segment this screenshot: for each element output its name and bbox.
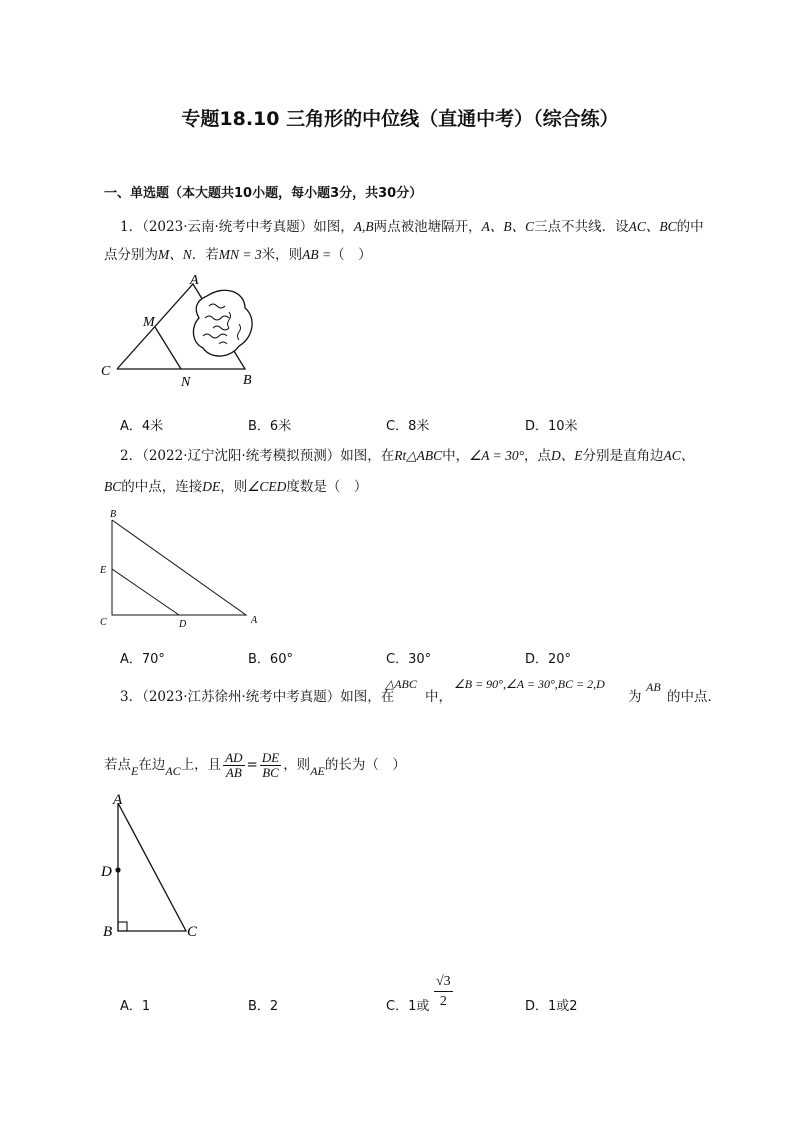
q1-math-abeq: AB = — [302, 247, 332, 262]
q2-text: 中， — [442, 448, 470, 464]
q3-text: 上，且 — [180, 757, 222, 773]
q3-frac1-den: AB — [225, 765, 242, 780]
q3-label-c: C — [187, 924, 198, 940]
q2-text: 2．（2022·辽宁沈阳·统考模拟预测）如图，在 — [120, 448, 395, 464]
q1-text: 米，则 — [261, 247, 303, 263]
q1-math-abc: A、B、C — [481, 219, 535, 234]
q3-sqrt-den: 2 — [439, 994, 447, 1009]
q1-math-mn: M、N — [158, 247, 192, 262]
right-angle-icon — [118, 922, 127, 931]
q3-math-e: E — [131, 764, 139, 778]
q2-math-de: D、E — [551, 448, 583, 463]
q1-option-c[interactable]: C．8米 — [386, 419, 430, 434]
q2-label-d: D — [179, 619, 187, 630]
q2-option-b[interactable]: B．60° — [248, 652, 293, 667]
q2-text: 的中点，连接 — [121, 479, 203, 495]
q3-option-d[interactable]: D．1或2 — [525, 999, 578, 1014]
q2-math-de2: DE — [202, 479, 221, 494]
q2-label-c: C — [100, 617, 107, 628]
q1-math-acbc: AC、BC — [628, 219, 677, 234]
q2-option-a[interactable]: A．70° — [120, 652, 165, 667]
q2-math-ced: ∠CED — [247, 479, 287, 494]
q2-math-ac: AC、 — [663, 448, 695, 463]
q3-math-triangle: △ABC — [385, 677, 417, 691]
q1-option-b[interactable]: B．6米 — [248, 419, 292, 434]
q3-text-midpoint: 的中点． — [667, 689, 721, 705]
q3-label-a: A — [113, 792, 123, 808]
q3-math-conditions: ∠B = 90°,∠A = 30°,BC = 2,D — [454, 677, 605, 691]
q3-label-b: B — [103, 924, 113, 940]
q3-point-d — [115, 867, 120, 872]
q1-label-m: M — [143, 315, 155, 330]
q3-math-ab: AB — [646, 680, 661, 694]
q3-text: 的长为（ ） — [324, 757, 406, 773]
q1-label-n: N — [181, 375, 191, 390]
q3-text-wei: 为 — [628, 689, 642, 705]
q1-label-c: C — [101, 364, 111, 379]
q3-option-b[interactable]: B．2 — [248, 999, 279, 1014]
q3-text: 在边 — [138, 757, 166, 773]
q3-frac2-num: DE — [261, 750, 280, 765]
q1-math-mn3: MN = 3 — [218, 247, 262, 262]
question-3-line-2 — [104, 748, 406, 782]
q1-option-d[interactable]: D．10米 — [525, 419, 578, 434]
q2-math-angle: ∠A = 30° — [469, 448, 525, 463]
question-2-line-2 — [104, 478, 367, 496]
q3-figure-right-triangle — [95, 788, 220, 948]
q2-text: ，点 — [524, 448, 552, 464]
q3-fraction-ad-ab — [223, 751, 244, 780]
q3-option-c[interactable]: C．1或 — [386, 999, 430, 1014]
q2-text: 分别是直角边 — [582, 448, 664, 464]
q3-text: 3．（2023·江苏徐州·统考中考真题）如图，在 — [120, 689, 395, 705]
q2-option-d[interactable]: D．20° — [525, 652, 572, 667]
page-title: 专题18.10 三角形的中位线（直通中考）（综合练） — [181, 108, 619, 130]
q2-figure-right-triangle — [95, 505, 270, 630]
pond-icon — [193, 290, 252, 356]
question-2-line-1 — [120, 447, 694, 465]
q3-eq: = — [246, 757, 258, 773]
section-heading: 一、单选题（本大题共10小题，每小题3分，共30分） — [104, 186, 423, 201]
q3-math-ac: AC — [165, 764, 181, 778]
q1-text: 的中 — [676, 219, 704, 235]
q2-triangle — [112, 520, 246, 615]
question-1-line-1 — [120, 218, 704, 236]
q1-text: 三点不共线．设 — [534, 219, 629, 235]
question-3-line-1-text — [120, 688, 394, 706]
q2-math-rt: Rt△ABC — [394, 448, 443, 463]
q3-text: ，则 — [283, 757, 311, 773]
q3-fraction-de-bc — [260, 751, 281, 780]
q3-text: 若点 — [104, 757, 131, 773]
q2-midline-de — [112, 569, 179, 615]
q3-text-zhong: 中， — [425, 689, 452, 705]
q3-frac2-den: BC — [262, 765, 279, 780]
q1-text: 两点被池塘隔开， — [373, 219, 482, 235]
q1-math-ab: A,B — [353, 219, 374, 234]
q1-label-b: B — [243, 373, 252, 388]
q2-text: 度数是（ ） — [286, 479, 368, 495]
q2-math-bc: BC — [104, 479, 122, 494]
q1-text: 点分别为 — [104, 247, 158, 263]
q2-label-b: B — [110, 509, 117, 520]
q3-sqrt-num: √3 — [434, 972, 453, 992]
q3-label-d: D — [101, 864, 112, 880]
q3-option-a[interactable]: A．1 — [120, 999, 151, 1014]
q3-frac1-num: AD — [225, 750, 243, 765]
q3-triangle — [118, 803, 186, 931]
q3-math-ae: AE — [310, 764, 325, 778]
q2-text: ，则 — [220, 479, 248, 495]
q1-text: ．若 — [191, 247, 219, 263]
q1-text: （ ） — [331, 247, 372, 263]
q1-label-a: A — [190, 273, 199, 288]
q1-text: 1．（2023·云南·统考中考真题）如图， — [120, 219, 354, 235]
q1-option-a[interactable]: A．4米 — [120, 419, 164, 434]
q1-midline-mn — [155, 327, 181, 369]
q2-option-c[interactable]: C．30° — [386, 652, 432, 667]
q3-option-c-fraction — [434, 972, 453, 1011]
q1-figure-pond-triangle — [95, 272, 270, 392]
q2-label-e: E — [100, 565, 107, 576]
question-1-line-2 — [104, 246, 372, 264]
q2-label-a: A — [251, 615, 258, 626]
